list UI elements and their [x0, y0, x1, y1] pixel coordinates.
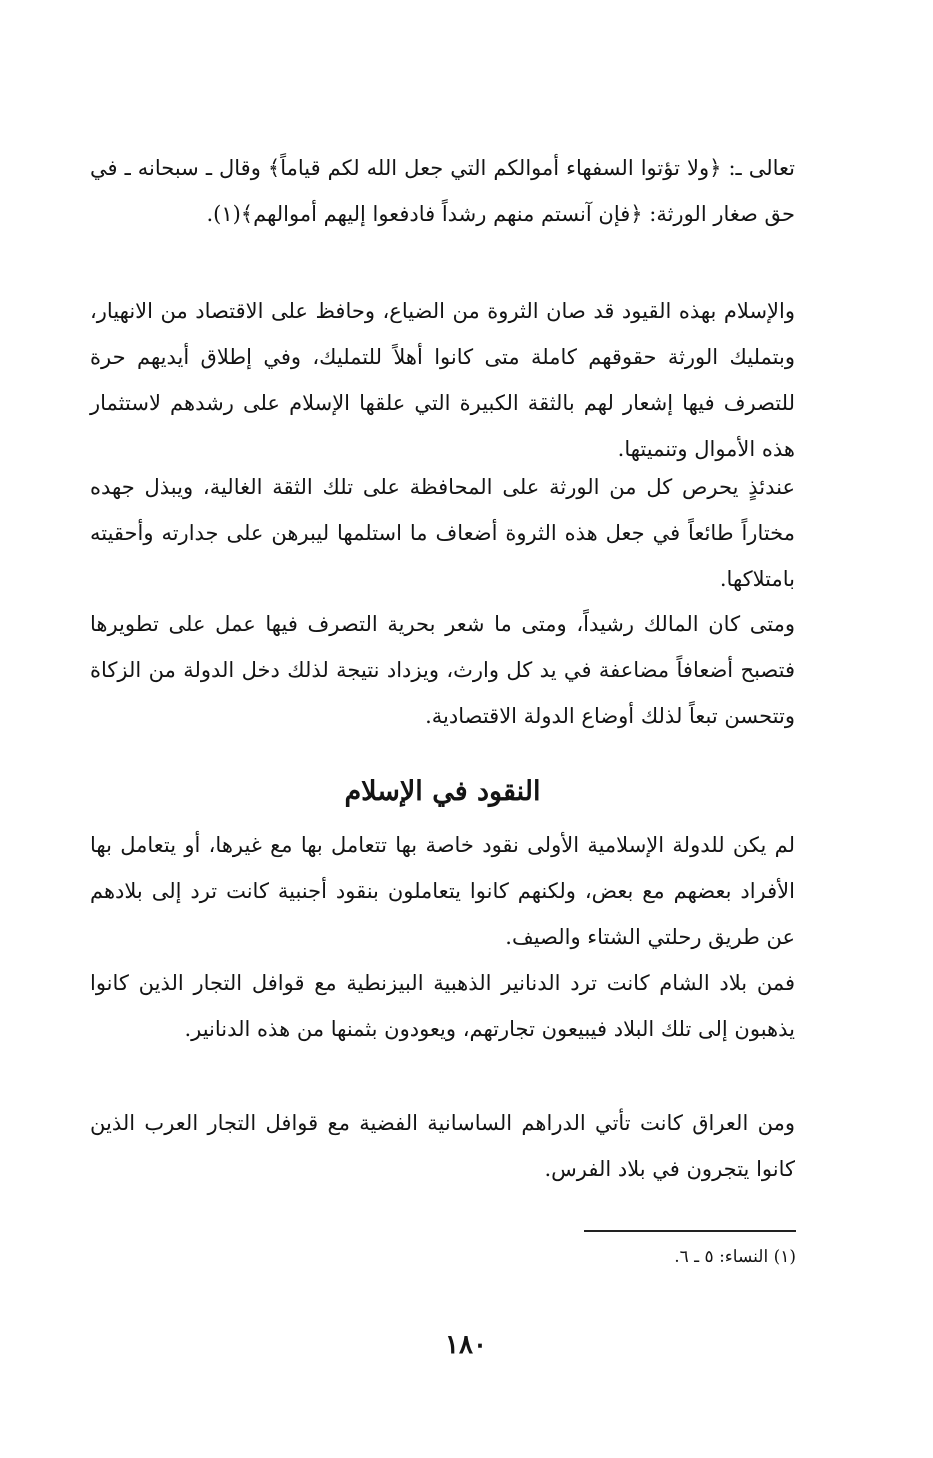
- paragraph-heirs-effort: عندئذٍ يحرص كل من الورثة على المحافظة على تلك الثقة الغالية، ويبذل جهده مختاراً طائعاً في جعل هذه الثروة أضعاف ما استلمها ليبرهن على جدارته وأحقيته بامتلاكها.: [90, 475, 795, 591]
- paragraph-byzantine-dinars: فمن بلاد الشام كانت ترد الدنانير الذهبية البيزنطية مع قوافل التجار الذين كانوا يذهبون إلى تلك البلاد فيبيعون تجارتهم، ويعودون بثمنها من هذه الدنانير.: [90, 971, 795, 1041]
- paragraph-quran-verses: تعالى ـ: ﴿ولا تؤتوا السفهاء أموالكم التي جعل الله لكم قياماً﴾ وقال ـ سبحانه ـ في حق صغار الورثة: ﴿فإن آنستم منهم رشداً فادفعوا إليهم أموالهم﴾(١).: [90, 156, 795, 226]
- paragraph-owner-development: ومتى كان المالك رشيداً، ومتى ما شعر بحرية التصرف فيها عمل على تطويرها فتصبح أضعافاً مضاعفة في يد كل وارث، ويزداد نتيجة لذلك دخل الدولة من الزكاة وتتحسن تبعاً لذلك أوضاع الدولة الاقتصادية.: [90, 612, 795, 728]
- paragraph-early-currency: لم يكن للدولة الإسلامية الأولى نقود خاصة بها تتعامل بها مع غيرها، أو يتعامل بها الأفراد بعضهم مع بعض، ولكنهم كانوا يتعاملون بنقود أجنبية كانت ترد إلى بلادهم عن طريق رحلتي الشتاء والصيف.: [90, 833, 795, 949]
- section-heading: النقود في الإسلام: [344, 776, 541, 807]
- paragraph-islam-preserves-wealth: والإسلام بهذه القيود قد صان الثروة من الضياع، وحافظ على الاقتصاد من الانهيار، وبتمليك الورثة حقوقهم كاملة متى كانوا أهلاً للتمليك، وفي إطلاق أيديهم حرة للتصرف فيها إشعار لهم بالثقة الكبيرة التي علقها الإسلام على رشدهم لاستثمار هذه الأموال وتنميتها.: [90, 299, 795, 461]
- paragraph-sasanian-dirhams: ومن العراق كانت تأتي الدراهم الساسانية الفضية مع قوافل التجار العرب الذين كانوا يتجرون في بلاد الفرس.: [90, 1111, 795, 1181]
- footnote: (١) النساء: ٥ ـ ٦.: [674, 1247, 796, 1267]
- footnote-divider: [584, 1230, 796, 1232]
- page-number: ١٨٠: [445, 1330, 487, 1360]
